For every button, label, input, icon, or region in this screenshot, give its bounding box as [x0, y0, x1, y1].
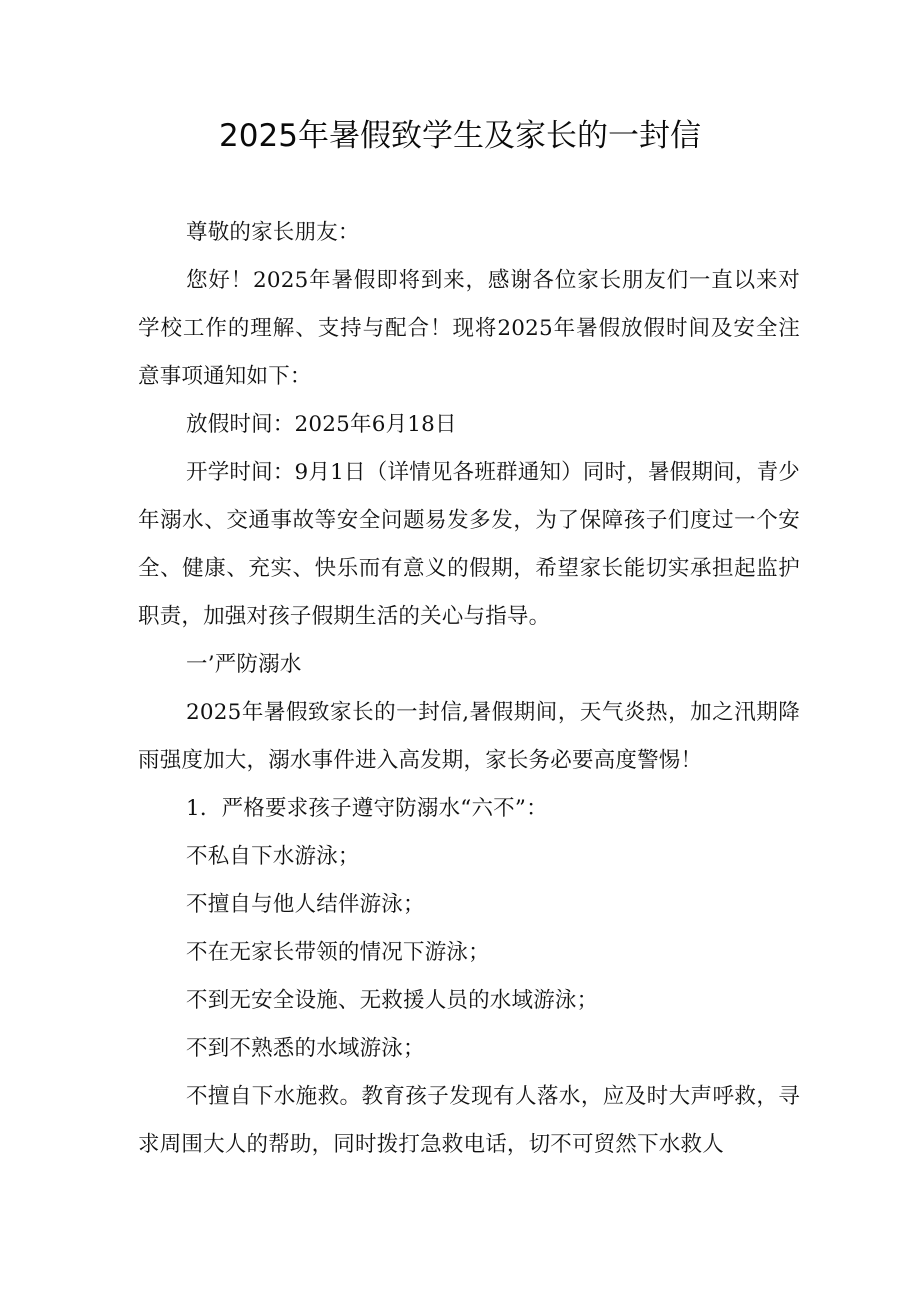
paragraph-greeting: 您好！2025年暑假即将到来，感谢各位家长朋友们一直以来对学校工作的理解、支持与配合！现将2025年暑假放假时间及安全注意事项通知如下：	[138, 268, 800, 389]
paragraph-school-start: 开学时间：9月1日（详情见各班群通知）同时，暑假期间，青少年溺水、交通事故等安全问题易发多发，为了保障孩子们度过一个安全、健康、充实、快乐而有意义的假期，希望家长能切实承担起监护职责，加强对孩子假期生活的关心与指导。	[138, 460, 800, 629]
rule-item: 不擅自下水施救。教育孩子发现有人落水，应及时大声呼救，寻求周围大人的帮助，同时拨打急救电话，切不可贸然下水救人	[138, 1084, 800, 1157]
document-body	[138, 209, 800, 1169]
paragraph-salutation: 尊敬的家长朋友：	[186, 220, 360, 245]
section-heading-drowning: 一’严防溺水	[186, 652, 302, 677]
rule-item: 不擅自与他人结伴游泳；	[186, 892, 425, 917]
rule-item: 不到不熟悉的水域游泳；	[186, 1036, 425, 1061]
list-heading-six-rules: 1．严格要求孩子遵守防溺水“六不”：	[186, 796, 548, 821]
rule-item: 不私自下水游泳；	[186, 844, 360, 869]
rule-item: 不到无安全设施、无救援人员的水域游泳；	[186, 988, 599, 1013]
document-title: 2025年暑假致学生及家长的一封信	[219, 118, 701, 154]
paragraph-holiday-start: 放假时间：2025年6月18日	[186, 412, 457, 437]
rule-item: 不在无家长带领的情况下游泳；	[186, 940, 490, 965]
paragraph-drowning-warning: 2025年暑假致家长的一封信,暑假期间，天气炎热，加之汛期降雨强度加大，溺水事件进入高发期，家长务必要高度警惕！	[138, 700, 800, 773]
